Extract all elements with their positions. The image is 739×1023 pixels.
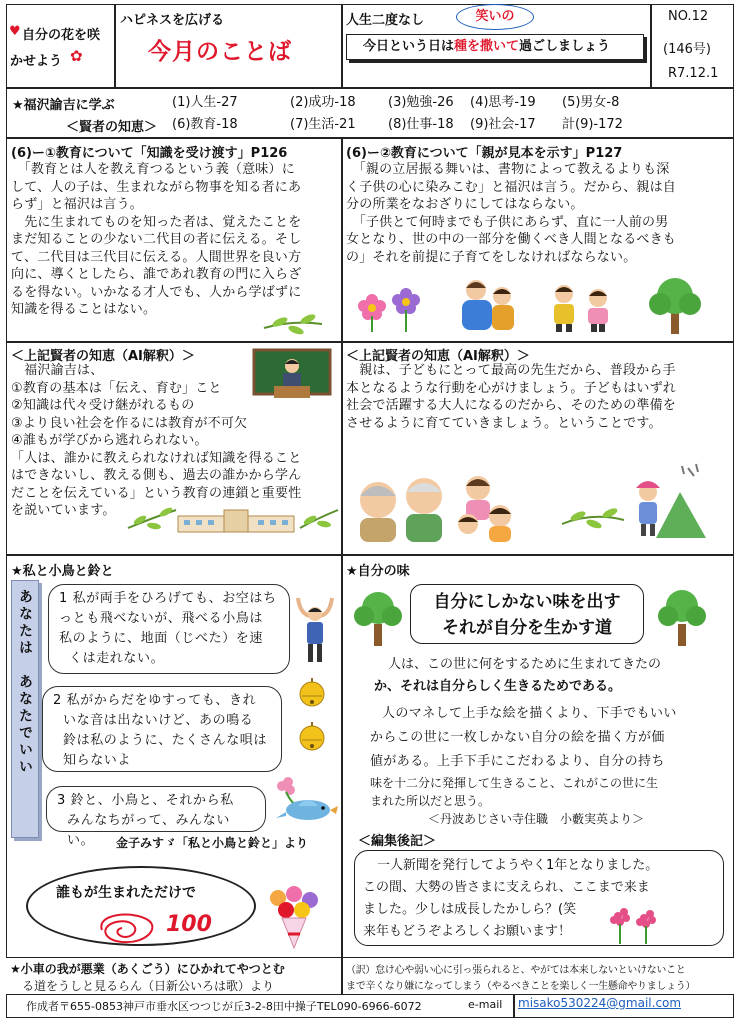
index-2-3: (8)仕事-18 <box>388 117 454 132</box>
taste-p1 <box>358 654 730 698</box>
banner-line2: それが自分を生かす道 <box>442 618 612 638</box>
side-banner <box>11 580 39 838</box>
bell-icon <box>298 720 326 752</box>
leaf-branch-icon <box>560 502 626 532</box>
index-1-1: (1)人生-27 <box>172 95 238 110</box>
everyone-text: 誰もが生まれただけで <box>56 885 196 901</box>
left2-heading: ＜上記賢者の知恵（AI解釈）＞ <box>11 349 195 364</box>
right1-heading: (6)ー②教育について「親が見本を示す」P127 <box>346 146 623 161</box>
right1-body <box>346 161 732 266</box>
postscript-line: 来年もどうぞよろしくお願います！ <box>363 924 572 939</box>
index-1-4: (4)思考-19 <box>470 95 536 110</box>
translation-line2: まで辛くなり嫌になってしまう（やるべきことを楽しく一生懸命やりましょう） <box>346 981 696 992</box>
translation-line1: （訳）怠け心や弱い心に引っ張られると、やがては本来しないといけないこと <box>346 965 686 976</box>
verse-line: 知らないよ <box>63 753 132 768</box>
verse-line: 3 鈴と、小鳥と、それから私 <box>57 793 234 808</box>
bell-icon <box>298 676 326 708</box>
left1-body <box>11 161 339 319</box>
leaf-branch-icon <box>298 504 340 534</box>
hundred-mark: 100 <box>166 912 212 937</box>
poem-heading: ★私と小鳥と鈴と <box>11 564 114 579</box>
index-2-2: (7)生活-21 <box>290 117 356 132</box>
email-link[interactable]: misako530224@gmail.com <box>518 996 682 1010</box>
motto-post: 過ごしましょう <box>519 39 611 54</box>
taste-p2 <box>370 702 732 774</box>
motto-red: 種を撒いて <box>454 39 520 54</box>
tree-icon <box>350 588 406 646</box>
laugh-bubble: 笑いの <box>456 4 534 30</box>
left1-line: して、人の子は、生まれながら物事を知る者にあ <box>11 179 302 195</box>
verse-line: っとも飛べないが、飛べる小鳥は <box>59 611 264 626</box>
right2-line: 親は、子どもにとって最高の先生だから、普段から手 <box>346 363 676 378</box>
left2-line: ③より良い社会を作るには教育が不可欠 <box>11 415 248 431</box>
verse-2 <box>42 686 282 772</box>
leaf-branch-icon <box>262 310 324 336</box>
page-title: 今月のことば <box>148 39 292 65</box>
left2-line: はできないし、教える側も、過去の誰かから学ん <box>11 468 302 483</box>
right2-heading: ＜上記賢者の知恵（AI解釈）＞ <box>346 349 530 364</box>
left1-line: らず」と福沢は言う。 <box>11 197 144 212</box>
postscript-box <box>354 850 724 946</box>
taste-banner <box>410 584 644 644</box>
side-banner-text: あなたは あなたでいい <box>17 589 33 776</box>
taste-line: 人のマネして上手な絵を描くより、下手でもいい <box>382 706 677 721</box>
bouquet-icon <box>258 882 330 952</box>
left1-line: 知識を得ることはない。 <box>11 302 157 317</box>
postscript-line: 一人新聞を発行してようやく1年となりました。 <box>377 858 659 873</box>
taste-line: 値がある。上手下手にこだわるより、自分の持ち <box>370 754 665 769</box>
flowers-icon <box>356 282 426 332</box>
right1-line: 分の所業をなおざりにしてはならない。 <box>346 197 584 212</box>
right2-line: 社会で活躍する大人になるのだから、そのための準備を <box>346 398 677 413</box>
taste-p3 <box>370 774 732 810</box>
taste-line: まれた所以だと思う。 <box>370 794 491 808</box>
happy-label: ハピネスを広げる <box>120 13 225 28</box>
motto-box <box>346 34 644 60</box>
school-building-icon <box>176 508 296 534</box>
right1-line: の」それを前提に子育てをしなければならない。 <box>346 249 637 265</box>
postscript-line: ました。少しは成長したかしら？(笑 <box>363 902 577 917</box>
right2-body <box>346 362 732 432</box>
left2-line: 福沢諭吉は、 <box>11 363 104 378</box>
left2-body <box>11 362 339 520</box>
flower-icon: ✿ <box>70 47 83 65</box>
hanamaru-icon <box>92 908 162 948</box>
left2-line: ④誰もが学びから逃れられない。 <box>11 433 208 448</box>
right1-line: く子供の心に染みこむ」と福沢は言う。だから、親は自 <box>346 179 677 195</box>
left1-line: まだ知ることの少ない二代目の者に伝える。そし <box>11 232 302 247</box>
right2-line: 本となるような行動を心がけましょう。子どもはいずれ <box>346 380 677 396</box>
index-2-5: 計(9)-172 <box>562 117 623 132</box>
proverb-line1: ★小車の我が悪業（あくごう）にひかれてやつとむ <box>10 962 285 976</box>
issue-number: NO.12 <box>668 9 709 24</box>
right1-line: 「親の立居振る舞いは、書物によって教えるよりも深 <box>346 162 670 177</box>
email-label: e-mail <box>468 998 503 1011</box>
left2-line: ②知識は代々受け継がれるもの <box>11 398 195 413</box>
bird-flower-icon <box>268 776 338 828</box>
left2-line: ①教育の基本は「伝え、育む」こと <box>11 380 222 396</box>
taste-source: ＜丹波あじさい寺住職 小藪実英より＞ <box>428 812 645 826</box>
left2-line: を説いています。 <box>11 503 116 518</box>
left2-line: 「人は、誰かに教えられなければ知識を得ること <box>11 450 302 466</box>
taste-line: 味を十二分に発揮して生きること、これがこの世に生 <box>370 776 659 790</box>
left1-heading: (6)ー①教育について「知識を受け渡す」P126 <box>11 146 288 161</box>
postscript-line: この間、大勢の皆さまに支えられ、ここまで来ま <box>363 880 650 895</box>
pink-flowers-icon <box>604 904 662 944</box>
verse-1 <box>48 584 290 674</box>
banner-line1: 自分にしかない味を出す <box>433 592 621 612</box>
issue-date: R7.12.1 <box>668 66 719 81</box>
index-label: ★福沢諭吉に学ぶ <box>12 98 115 113</box>
left1-line: て、二代目は三代目に伝える。人間世界を良い方 <box>11 249 302 265</box>
taste-heading: ★自分の味 <box>346 564 410 579</box>
family-icon <box>350 466 550 542</box>
verse-line: 2 私がからだをゆすっても、きれ <box>53 693 257 708</box>
index-1-2: (2)成功-18 <box>290 95 356 110</box>
parent-child-icon <box>448 276 528 332</box>
life-once: 人生二度なし <box>346 13 425 28</box>
poem-credit: 金子みすゞ「私と小鳥と鈴と」より <box>116 836 309 850</box>
issue-count: (146号) <box>663 42 711 57</box>
tree-icon <box>644 276 706 334</box>
girl-arms-up-icon <box>294 594 336 664</box>
index-sub: ＜賢者の知恵＞ <box>66 120 158 135</box>
tree-icon <box>654 586 710 646</box>
author-info: 作成者〒655-0853神戸市垂水区つつじが丘3-2-8田中操子TEL090-6966-6072 <box>26 1000 422 1013</box>
index-2-1: (6)教育-18 <box>172 117 238 132</box>
verse-line: 私のように、地面（じべた）を速 <box>59 631 264 646</box>
verse-line: 1 私が両手をひろげても、お空はち <box>59 591 277 606</box>
verse-line: みんなちがって、みんないい。 <box>67 813 230 848</box>
flower-line1: 自分の花を咲 <box>22 28 101 43</box>
verse-line: いな音は出ないけど、あの鳴る <box>63 713 254 728</box>
index-1-5: (5)男女-8 <box>562 95 620 110</box>
taste-line: からこの世に一枚しかない自分の絵を描く方が価 <box>370 730 665 745</box>
hiker-icon <box>628 462 706 538</box>
heart-icon: ♥ <box>9 24 21 39</box>
right2-line: させるように育てていきましょう。ということです。 <box>346 415 662 431</box>
taste-line: か、それは自分らしく生きるためである。 <box>374 679 622 694</box>
right1-line: 女となり、世の中の一部分を働くべき人間となるべきも <box>346 232 677 247</box>
index-2-4: (9)社会-17 <box>470 117 536 132</box>
leaf-branch-icon <box>126 504 178 534</box>
index-1-3: (3)勉強-26 <box>388 95 454 110</box>
left1-line: 「教育とは人を教え育つるという義（意味）に <box>11 162 295 177</box>
left1-line: 先に生まれてものを知った者は、覚えたことを <box>11 214 302 230</box>
left1-line: 向に、導くとしたら、誰であれ教育の門に入らざ <box>11 267 302 282</box>
verse-line: 鈴は私のように、たくさんな唄は <box>63 733 268 748</box>
flower-line2: かせよう <box>10 54 63 69</box>
taste-line: 人は、この世に何をするために生まれてきたの <box>388 657 662 672</box>
verse-line: くは走れない。 <box>69 651 165 666</box>
left1-line: るを得ない。いかなる才人でも、人から学ばずに <box>11 284 302 300</box>
right1-line: 「子供とて何時までも子供にあらず、直に一人前の男 <box>346 214 669 230</box>
left2-line: だことを伝えている」という教育の連鎖と重要性 <box>11 485 302 501</box>
proverb-line2: る道をうしと見るらん（日新公いろは歌）より <box>22 979 275 993</box>
motto-pre: 今日という日は <box>363 39 455 54</box>
children-bowing-icon <box>546 282 620 332</box>
postscript-heading: ＜編集後記＞ <box>358 834 437 849</box>
